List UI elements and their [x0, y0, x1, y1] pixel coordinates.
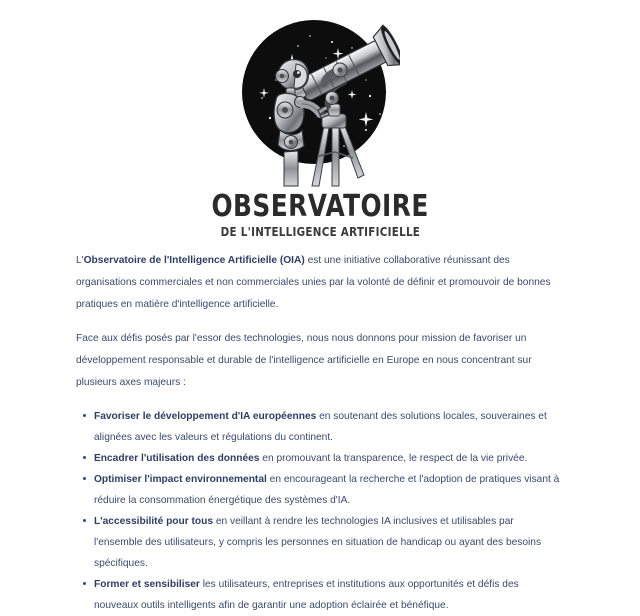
logo-wordmark: [202, 189, 438, 239]
list-item: [76, 406, 564, 448]
intro-lead: L': [76, 255, 84, 266]
list-item-text: les utilisateurs, entreprises et institutions aux opportunités et défis des nouveaux outils intelligents afin de garantir une adoption éclairée et bénéfique.: [94, 579, 519, 611]
robot-telescope-observatory-badge-icon: [240, 18, 400, 188]
logo-subtitle: DE L'INTELLIGENCE ARTIFICIELLE: [220, 224, 420, 239]
intro-rest: est une initiative collaborative réunissant des organisations commerciales et non commerciales unies par la volonté de définir et promouvoir de bonnes pratiques en matière d'intelligence artificielle.: [76, 255, 551, 310]
mission-paragraph: Face aux défis posés par l'essor des technologies, nous nous donnons pour mission de favoriser un développement responsable et durable de l'intelligence artificielle en Europe en nous concentrant sur plusieurs axes majeurs :: [76, 333, 532, 388]
list-item: [76, 574, 564, 616]
mission-axes-list: [76, 406, 564, 616]
bullet-dot-icon: [83, 414, 86, 417]
site-logo: [0, 18, 640, 239]
list-item-term: Former et sensibiliser: [94, 579, 200, 590]
list-item-text: en veillant à rendre les technologies IA inclusives et utilisables par l'ensemble des utilisateurs, y compris les personnes en situation de handicap ou ayant des besoins spécifiques.: [94, 516, 542, 569]
list-item-term: Optimiser l'impact environnemental: [94, 474, 267, 485]
list-item: [76, 511, 564, 574]
list-item-text: en soutenant des solutions locales, souveraines et alignées avec les valeurs et régulations du continent.: [94, 411, 547, 443]
list-item-term: Encadrer l'utilisation des données: [94, 453, 260, 464]
intro-paragraph: [76, 250, 564, 316]
bullet-dot-icon: [83, 456, 86, 459]
list-item-text: en promouvant la transparence, le respect de la vie privée.: [259, 453, 528, 464]
article-body: [76, 250, 564, 616]
list-item: [76, 448, 564, 469]
logo-title: OBSERVATOIRE: [211, 189, 429, 224]
list-item-term: Favoriser le développement d'IA européennes: [94, 411, 317, 422]
bullet-dot-icon: [83, 582, 86, 585]
bullet-dot-icon: [83, 519, 86, 522]
list-item: [76, 469, 564, 511]
intro-bold-term: Observatoire de l'Intelligence Artificielle (OIA): [83, 255, 305, 266]
list-item-term: L'accessibilité pour tous: [94, 516, 214, 527]
list-item-text: en encourageant la recherche et l'adoption de pratiques visant à réduire la consommation énergétique des systèmes d'IA.: [94, 474, 560, 506]
